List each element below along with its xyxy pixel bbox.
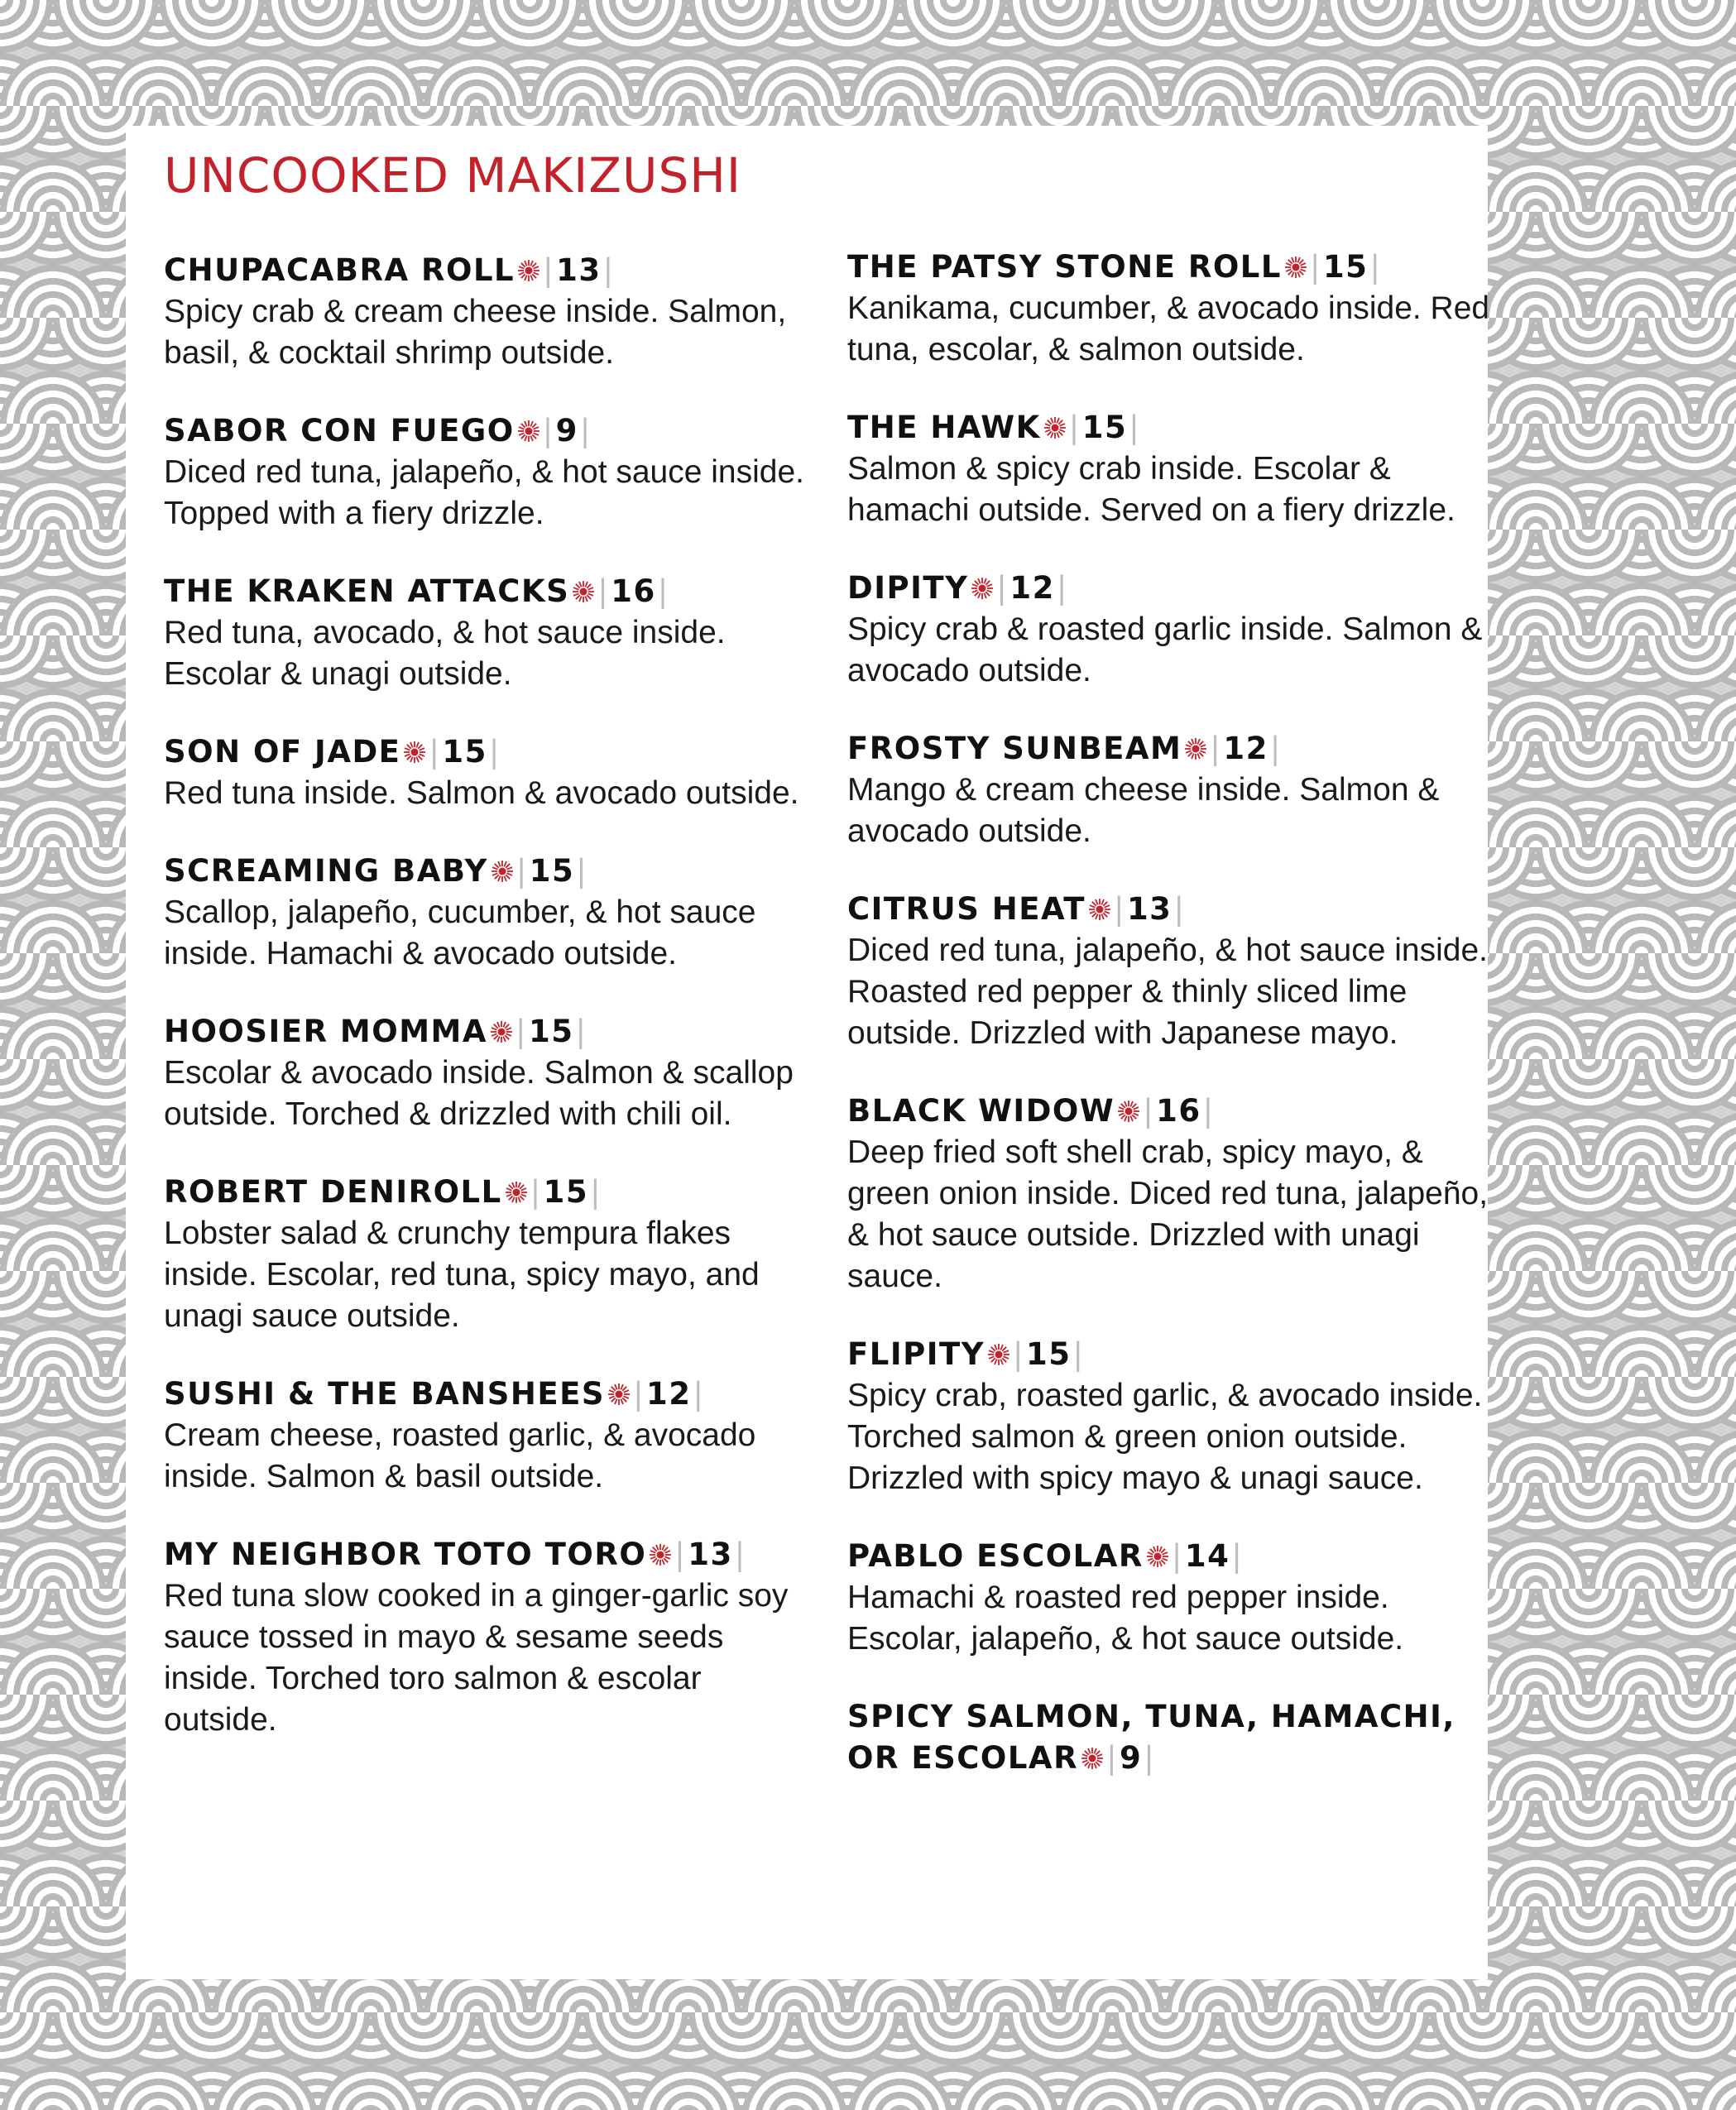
menu-item-heading [847,407,1493,448]
menu-item [164,250,809,374]
menu-item-name: THE HAWK [847,410,1041,445]
menu-item-heading [164,410,809,452]
menu-item [164,1374,809,1498]
menu-item-heading [164,1374,809,1415]
menu-item-heading [847,728,1493,770]
menu-item-description: Diced red tuna, jalapeño, & hot sauce inside. Topped with a fiery drizzle. [164,454,805,531]
price-divider: | [488,734,501,770]
price-divider: | [1171,1538,1183,1574]
menu-item-description: Diced red tuna, jalapeño, & hot sauce inside. Roasted red pepper & thinly sliced lime outside. Drizzled with Japanese mayo. [847,933,1489,1051]
menu-item-heading [164,1534,809,1575]
menu-item-heading [164,731,809,773]
menu-item-name: SUSHI & THE BANSHEES [164,1376,606,1412]
menu-item-description: Kanikama, cucumber, & avocado inside. Red tuna, escolar, & salmon outside. [847,290,1490,367]
price-divider: | [1072,1336,1085,1372]
spicy-sun-icon [516,258,541,283]
menu-item-price: 15 [528,1014,574,1049]
spicy-sun-icon [571,579,596,604]
spicy-sun-icon [607,1382,631,1407]
spicy-sun-icon [1145,1544,1170,1569]
price-divider: | [1173,891,1186,927]
menu-item-description: Salmon & spicy crab inside. Escolar & hamachi outside. Served on a fiery drizzle. [847,451,1455,528]
price-divider: | [674,1537,687,1572]
menu-item-price: 12 [1223,731,1268,766]
price-divider: | [579,413,592,448]
menu-item-price: 15 [543,1174,589,1210]
menu-item-name: THE PATSY STONE ROLL [847,249,1282,285]
menu-item-name: SPICY SALMON, TUNA, HAMACHI, OR ESCOLAR [847,1699,1455,1776]
spicy-sun-icon [1087,897,1112,922]
price-divider: | [602,252,615,288]
price-divider: | [590,1174,602,1210]
menu-item [164,1534,809,1741]
price-divider: | [575,1014,587,1049]
spicy-sun-icon [516,419,541,444]
menu-item-name: ROBERT DENIROLL [164,1174,502,1210]
left-column [164,250,809,1777]
menu-item-heading [164,851,809,892]
menu-item [847,1696,1493,1779]
price-divider: | [1068,410,1081,445]
menu-item-heading [164,571,809,612]
menu-item-heading [164,250,809,291]
menu-item-description: Hamachi & roasted red pepper inside. Escolar, jalapeño, & hot sauce outside. [847,1580,1404,1657]
menu-item [847,728,1493,852]
menu-item-description: Spicy crab, roasted garlic, & avocado inside. Torched salmon & green onion outside. Drizzled with spicy mayo & unagi sauce. [847,1378,1483,1496]
menu-item-price: 15 [1322,249,1369,285]
price-divider: | [1309,249,1321,285]
menu-item-name: CITRUS HEAT [847,891,1086,927]
menu-item-heading [164,1172,809,1213]
menu-item-price: 15 [529,853,575,889]
menu-item-heading [847,1091,1493,1132]
menu-item-name: SABOR CON FUEGO [164,413,515,448]
price-divider: | [657,573,669,609]
menu-item-name: MY NEIGHBOR TOTO TORO [164,1537,647,1572]
price-divider: | [1202,1093,1215,1129]
price-divider: | [633,1376,645,1412]
menu-item-description: Red tuna slow cooked in a ginger-garlic soy sauce tossed in mayo & sesame seeds inside. Torched toro salmon & escolar outside. [164,1578,789,1738]
menu-item-description: Red tuna, avocado, & hot sauce inside. Escolar & unagi outside. [164,615,726,692]
price-divider: | [1231,1538,1244,1574]
spicy-sun-icon [504,1180,529,1205]
price-divider: | [1269,731,1282,766]
menu-item [847,889,1493,1054]
price-divider: | [597,573,610,609]
price-divider: | [1056,570,1068,606]
menu-item [164,851,809,975]
spicy-sun-icon [1080,1746,1105,1771]
menu-item [164,571,809,695]
spicy-sun-icon [1183,736,1208,761]
price-divider: | [429,734,441,770]
menu-item-description: Spicy crab & cream cheese inside. Salmon, basil, & cocktail shrimp outside. [164,294,787,371]
menu-item-price: 15 [442,734,487,770]
menu-item-description: Red tuna inside. Salmon & avocado outside. [164,775,799,811]
price-divider: | [734,1537,746,1572]
menu-item-name: SON OF JADE [164,734,401,770]
menu-item-name: CHUPACABRA ROLL [164,252,516,288]
menu-item-heading [847,1696,1476,1779]
menu-item-price: 13 [556,252,602,288]
menu-item-name: PABLO ESCOLAR [847,1538,1144,1574]
menu-item [847,568,1493,692]
menu-item-name: FLIPITY [847,1336,985,1372]
menu-item-price: 12 [1009,570,1055,606]
price-divider: | [1369,249,1382,285]
menu-item [164,1172,809,1337]
spicy-sun-icon [648,1542,673,1567]
spicy-sun-icon [490,859,515,884]
menu-item-price: 9 [1120,1740,1143,1776]
price-divider: | [1106,1740,1119,1776]
price-divider: | [542,413,554,448]
menu-item-heading [847,889,1493,930]
price-divider: | [530,1174,542,1210]
right-column [847,247,1493,1815]
menu-item-price: 15 [1081,410,1128,445]
price-divider: | [543,252,555,288]
price-divider: | [996,570,1009,606]
menu-item-name: HOOSIER MOMMA [164,1014,487,1049]
price-divider: | [515,1014,527,1049]
price-divider: | [516,853,528,889]
menu-item-heading [847,247,1493,288]
menu-item [164,731,809,814]
menu-item [847,1536,1493,1660]
menu-item-name: BLACK WIDOW [847,1093,1115,1129]
menu-item-description: Cream cheese, roasted garlic, & avocado inside. Salmon & basil outside. [164,1417,756,1494]
menu-item-heading [847,1334,1493,1375]
menu-item [847,1091,1493,1297]
menu-item-description: Spicy crab & roasted garlic inside. Salmon & avocado outside. [847,611,1483,688]
menu-item-heading [164,1011,809,1053]
menu-item [164,410,809,535]
spicy-sun-icon [402,740,427,765]
menu-item-price: 12 [646,1376,692,1412]
spicy-sun-icon [1283,255,1308,280]
spicy-sun-icon [489,1019,514,1044]
price-divider: | [576,853,588,889]
price-divider: | [1013,1336,1025,1372]
menu-item-price: 16 [611,573,656,609]
menu-item [847,407,1493,531]
menu-item-description: Scallop, jalapeño, cucumber, & hot sauce inside. Hamachi & avocado outside. [164,894,756,971]
price-divider: | [1129,410,1141,445]
menu-item-price: 15 [1026,1336,1072,1372]
price-divider: | [1113,891,1125,927]
menu-item-price: 13 [1126,891,1173,927]
menu-item-description: Lobster salad & crunchy tempura flakes inside. Escolar, red tuna, spicy mayo, and unagi sauce outside. [164,1216,760,1334]
price-divider: | [1144,1740,1156,1776]
menu-item [164,1011,809,1135]
menu-item-price: 16 [1156,1093,1201,1129]
menu-item-name: SCREAMING BABY [164,853,488,889]
menu-item-description: Mango & cream cheese inside. Salmon & avocado outside. [847,772,1440,849]
menu-item-price: 13 [688,1537,733,1572]
menu-item-heading [847,1536,1493,1577]
menu-item-name: DIPITY [847,570,969,606]
spicy-sun-icon [1043,415,1067,440]
menu-item-heading [847,568,1493,609]
menu-panel [126,126,1488,1979]
spicy-sun-icon [986,1342,1011,1367]
spicy-sun-icon [970,576,995,601]
section-title: UNCOOKED MAKIZUSHI [164,147,741,204]
spicy-sun-icon [1116,1099,1141,1124]
menu-item-description: Escolar & avocado inside. Salmon & scallop outside. Torched & drizzled with chili oil. [164,1055,794,1132]
menu-item [847,1334,1493,1499]
price-divider: | [693,1376,705,1412]
menu-item-price: 9 [555,413,578,448]
menu-item-price: 14 [1184,1538,1230,1574]
menu-item-description: Deep fried soft shell crab, spicy mayo, & green onion inside. Diced red tuna, jalapeño, & hot sauce outside. Drizzled with unagi sauce. [847,1134,1489,1294]
price-divider: | [1143,1093,1155,1129]
price-divider: | [1210,731,1222,766]
menu-item-name: FROSTY SUNBEAM [847,731,1182,766]
menu-item-name: THE KRAKEN ATTACKS [164,573,570,609]
menu-item [847,247,1493,371]
